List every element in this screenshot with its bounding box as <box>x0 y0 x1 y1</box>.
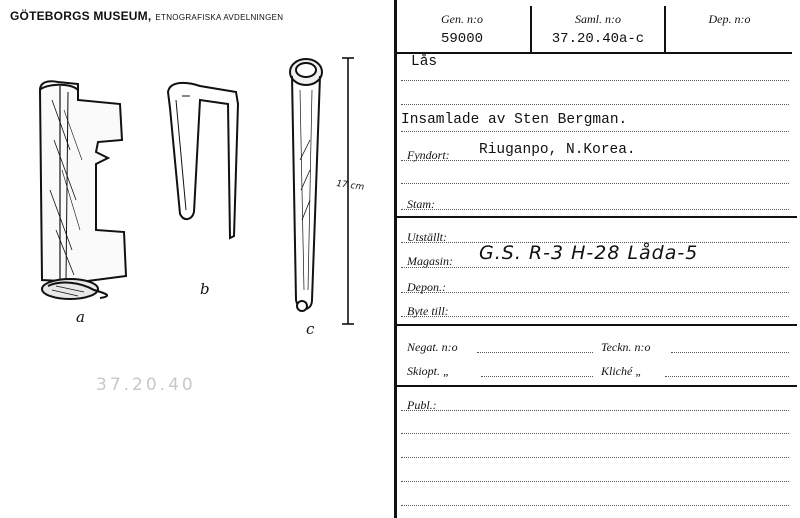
dotted-rule <box>401 316 789 317</box>
catalog-card <box>397 0 800 518</box>
dotted-rule <box>401 457 789 458</box>
dotted-rule <box>671 352 789 353</box>
dotted-rule <box>401 160 789 161</box>
dep-number-label: Dep. n:o <box>708 12 751 26</box>
label-a: a <box>76 308 85 326</box>
dotted-rule <box>401 410 789 411</box>
label-c: c <box>306 320 315 338</box>
dotted-rule <box>401 433 789 434</box>
depon-label: Depon.: <box>407 280 446 294</box>
saml-number-label: Saml. n:o <box>575 12 621 26</box>
dotted-rule <box>401 505 789 506</box>
section-separator <box>397 385 797 387</box>
object-b-drawing <box>168 83 238 238</box>
dep-number-cell <box>667 6 792 52</box>
dotted-rule <box>401 292 789 293</box>
dotted-rule <box>665 376 789 377</box>
dotted-rule <box>401 267 789 268</box>
section-separator <box>397 324 797 326</box>
header-underline <box>397 52 792 54</box>
byte-till-label: Byte till: <box>407 304 449 318</box>
collected-by-text: Insamlade av Sten Bergman. <box>401 112 628 128</box>
section-separator <box>397 216 797 218</box>
skiopt-label: Skiopt. „ <box>407 364 450 378</box>
gen-number-cell <box>397 6 527 52</box>
object-c-drawing <box>290 59 322 311</box>
dotted-rule <box>401 183 789 184</box>
fyndort-label: Fyndort: <box>407 148 450 162</box>
number-header-row <box>397 6 792 52</box>
object-title: Lås <box>411 54 438 70</box>
magasin-label: Magasin: <box>407 254 453 268</box>
illustration-panel <box>0 0 392 518</box>
museum-name: GÖTEBORGS MUSEUM, <box>10 9 152 23</box>
saml-number-cell <box>530 6 666 52</box>
utstallt-label: Utställt: <box>407 230 448 244</box>
department-name: ETNOGRAFISKA AVDELNINGEN <box>155 13 284 22</box>
fyndort-value: Riuganpo, N.Korea. <box>479 142 636 158</box>
teckn-label: Teckn. n:o <box>601 340 651 354</box>
gen-number-value: 59000 <box>440 31 483 47</box>
stam-label: Stam: <box>407 197 435 211</box>
dotted-rule <box>401 209 789 210</box>
kliche-label: Kliché „ <box>601 364 642 378</box>
object-a-drawing <box>40 81 126 299</box>
saml-number-value: 37.20.40a-c <box>551 31 645 47</box>
dotted-rule <box>401 131 789 132</box>
dotted-rule <box>401 481 789 482</box>
dotted-rule <box>477 352 593 353</box>
dotted-rule <box>481 376 593 377</box>
negat-label: Negat. n:o <box>407 340 458 354</box>
dotted-rule <box>401 104 789 105</box>
object-drawing <box>0 0 392 518</box>
publ-label: Publ.: <box>407 398 437 412</box>
scale-note: 17 cm <box>335 179 365 193</box>
gen-number-label: Gen. n:o <box>441 12 483 26</box>
faint-catalog-stamp: 37.20.40 <box>96 375 196 395</box>
magasin-value: G.S. R-3 H-28 Låda-5 <box>479 242 699 264</box>
dotted-rule <box>401 80 789 81</box>
label-b: b <box>200 280 210 298</box>
